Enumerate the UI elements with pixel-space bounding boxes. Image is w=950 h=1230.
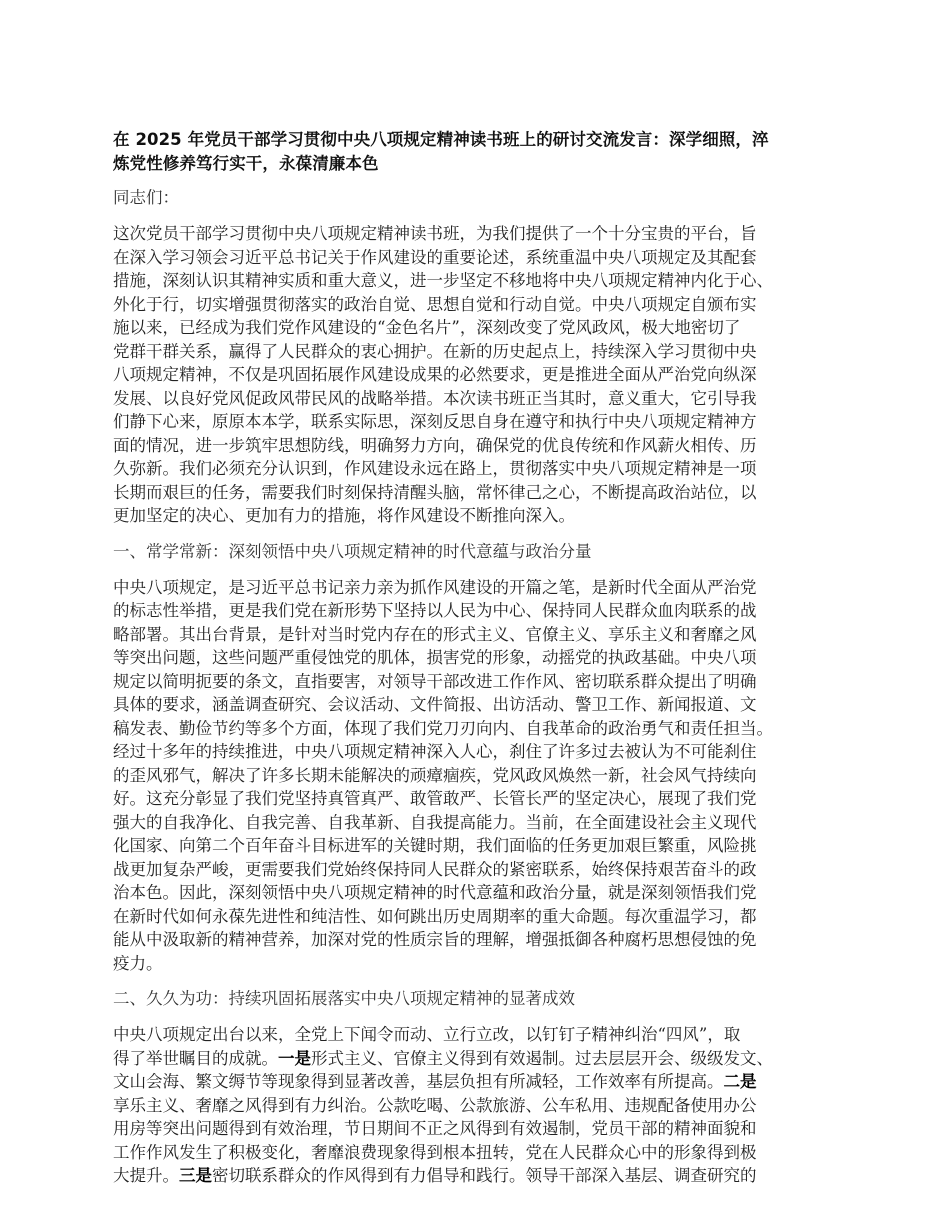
text-line: 发展、以良好党风促政风带民风的战略举措。本次读书班正当其时，意义重大，它引导我 [113, 388, 757, 408]
text-line [113, 1164, 843, 1188]
emphasis-text: 二是 [723, 1072, 757, 1091]
text-line: 稿发表、勤俭节约等多个方面，体现了我们党刀刃向内、自我革命的政治勇气和责任担当。 [113, 718, 773, 738]
text-line: 战更加复杂严峻，更需要我们党始终保持同人民群众的紧密联系，始终保持艰苦奋斗的政 [113, 859, 757, 879]
text-line: 们静下心来，原原本本学，联系实际思，深刻反思自身在遵守和执行中央八项规定精神方 [113, 412, 757, 431]
text-line: 等突出问题，这些问题严重侵蚀党的肌体，损害党的形象，动摇党的执政基础。中央八项 [113, 648, 757, 667]
text-line: 经过十多年的持续推进，中央八项规定精神深入人心，刹住了许多过去被认为不可能刹住 [113, 742, 757, 761]
text-line: 面的情况，进一步筑牢思想防线，明确努力方向，确保党的优良传统和作风薪火相传、历 [113, 435, 757, 455]
document-title [113, 128, 843, 176]
text-line: 外化于行，切实增强贯彻落实的政治自觉、思想自觉和行动自觉。中央八项规定自颁布实 [113, 294, 757, 314]
text-line: 强大的自我净化、自我完善、自我革新、自我提高能力。当前，在全面建设社会主义现代 [113, 812, 757, 832]
text-line: 党群干群关系，赢得了人民群众的衷心拥护。在新的历史起点上，持续深入学习贯彻中央 [113, 341, 757, 361]
text-line: 规定以简明扼要的条文，直指要害，对领导干部改进工作作风、密切联系群众提出了明确 [113, 671, 757, 691]
text-line: 化国家、向第二个百年奋斗目标进军的关键时期，我们面临的任务更加艰巨繁重，风险挑 [113, 836, 757, 855]
text-line [113, 1023, 843, 1047]
text-line: 具体的要求，涵盖调查研究、会议活动、文件简报、出访活动、警卫工作、新闻报道、文 [113, 695, 757, 714]
text-line: 在深入学习领会习近平总书记关于作风建设的重要论述，系统重温中央八项规定及其配套 [113, 247, 757, 267]
text-line [113, 1117, 843, 1141]
text-line [113, 1047, 843, 1071]
text-line: 中央八项规定，是习近平总书记亲力亲为抓作风建设的开篇之笔，是新时代全面从严治党 [113, 577, 757, 597]
text-line: 施以来，已经成为我们党作风建设的“金色名片”，深刻改变了党风政风，极大地密切了 [113, 318, 741, 337]
text-segment: 得了举世瞩目的成就。 [113, 1048, 278, 1068]
text-segment: 密切联系群众的作风得到有力倡导和践行。领导干部深入基层、调查研究的 [212, 1166, 757, 1185]
text-line: 略部署。其出台背景，是针对当时党内存在的形式主义、官僚主义、享乐主义和奢靡之风 [113, 624, 757, 644]
section-2-heading: 二、久久为功：持续巩固拓展落实中央八项规定精神的显著成效 [113, 989, 575, 1008]
text-segment: 大提升。 [113, 1166, 179, 1185]
document-page [113, 128, 843, 1200]
text-line: 的歪风邪气，解决了许多长期未能解决的顽瘴痼疾，党风政风焕然一新，社会风气持续向 [113, 765, 757, 785]
text-segment: 享乐主义、奢靡之风得到有力纠治。公款吃喝、公款旅游、公车私用、违规配备使用办公 [113, 1095, 757, 1115]
title-line: 炼党性修养笃行实干，永葆清廉本色 [113, 154, 379, 173]
section-2-paragraph [113, 1023, 843, 1188]
intro-paragraph [113, 222, 843, 528]
text-line: 措施，深刻认识其精神实质和重大意义，进一步坚定不移地将中央八项规定精神内化于心、 [113, 271, 773, 290]
greeting: 同志们： [113, 188, 179, 207]
text-line: 能从中汲取新的精神营养，加深对党的性质宗旨的理解，增强抵御各种腐朽思想侵蚀的免 [113, 930, 757, 949]
title-line: 在 2025 年党员干部学习贯彻中央八项规定精神读书班上的研讨交流发言：深学细照，淬 [113, 130, 769, 149]
text-segment: 工作作风发生了积极变化，奢靡浪费现象得到根本扭转，党在人民群众心中的形象得到极 [113, 1142, 757, 1162]
section-1-heading: 一、常学常新：深刻领悟中央八项规定精神的时代意蕴与政治分量 [113, 541, 592, 561]
text-line: 更加坚定的决心、更加有力的措施，将作风建设不断推向深入。 [113, 506, 575, 525]
text-line [113, 1094, 843, 1118]
emphasis-text: 一是 [278, 1048, 311, 1068]
text-segment: 中央八项规定出台以来，全党上下闻令而动、立行立改，以钉钉子精神纠治“四风”，取 [113, 1025, 741, 1044]
text-line: 疫力。 [113, 953, 163, 973]
text-line [113, 1141, 843, 1165]
section-1-paragraph [113, 576, 843, 976]
text-line [113, 1070, 843, 1094]
text-line: 八项规定精神，不仅是巩固拓展作风建设成果的必然要求，更是推进全面从严治党向纵深 [113, 365, 757, 384]
text-line: 这次党员干部学习贯彻中央八项规定精神读书班，为我们提供了一个十分宝贵的平台，旨 [113, 224, 757, 243]
emphasis-text: 三是 [179, 1166, 212, 1185]
text-line: 治本色。因此，深刻领悟中央八项规定精神的时代意蕴和政治分量，就是深刻领悟我们党 [113, 883, 757, 902]
text-line: 长期而艰巨的任务，需要我们时刻保持清醒头脑，常怀律己之心，不断提高政治站位，以 [113, 482, 757, 502]
text-line: 的标志性举措，更是我们党在新形势下坚持以人民为中心、保持同人民群众血肉联系的战 [113, 601, 757, 620]
text-line: 在新时代如何永葆先进性和纯洁性、如何跳出历史周期率的重大命题。每次重温学习，都 [113, 906, 757, 926]
text-line: 好。这充分彰显了我们党坚持真管真严、敢管敢严、长管长严的坚定决心，展现了我们党 [113, 789, 757, 808]
text-segment: 形式主义、官僚主义得到有效遏制。过去层层开会、级级发文、 [311, 1048, 773, 1068]
text-segment: 文山会海、繁文缛节等现象得到显著改善，基层负担有所减轻，工作效率有所提高。 [113, 1072, 724, 1091]
text-segment: 用房等突出问题得到有效治理，节日期间不正之风得到有效遏制，党员干部的精神面貌和 [113, 1119, 757, 1138]
text-line: 久弥新。我们必须充分认识到，作风建设永远在路上，贯彻落实中央八项规定精神是一项 [113, 459, 757, 478]
